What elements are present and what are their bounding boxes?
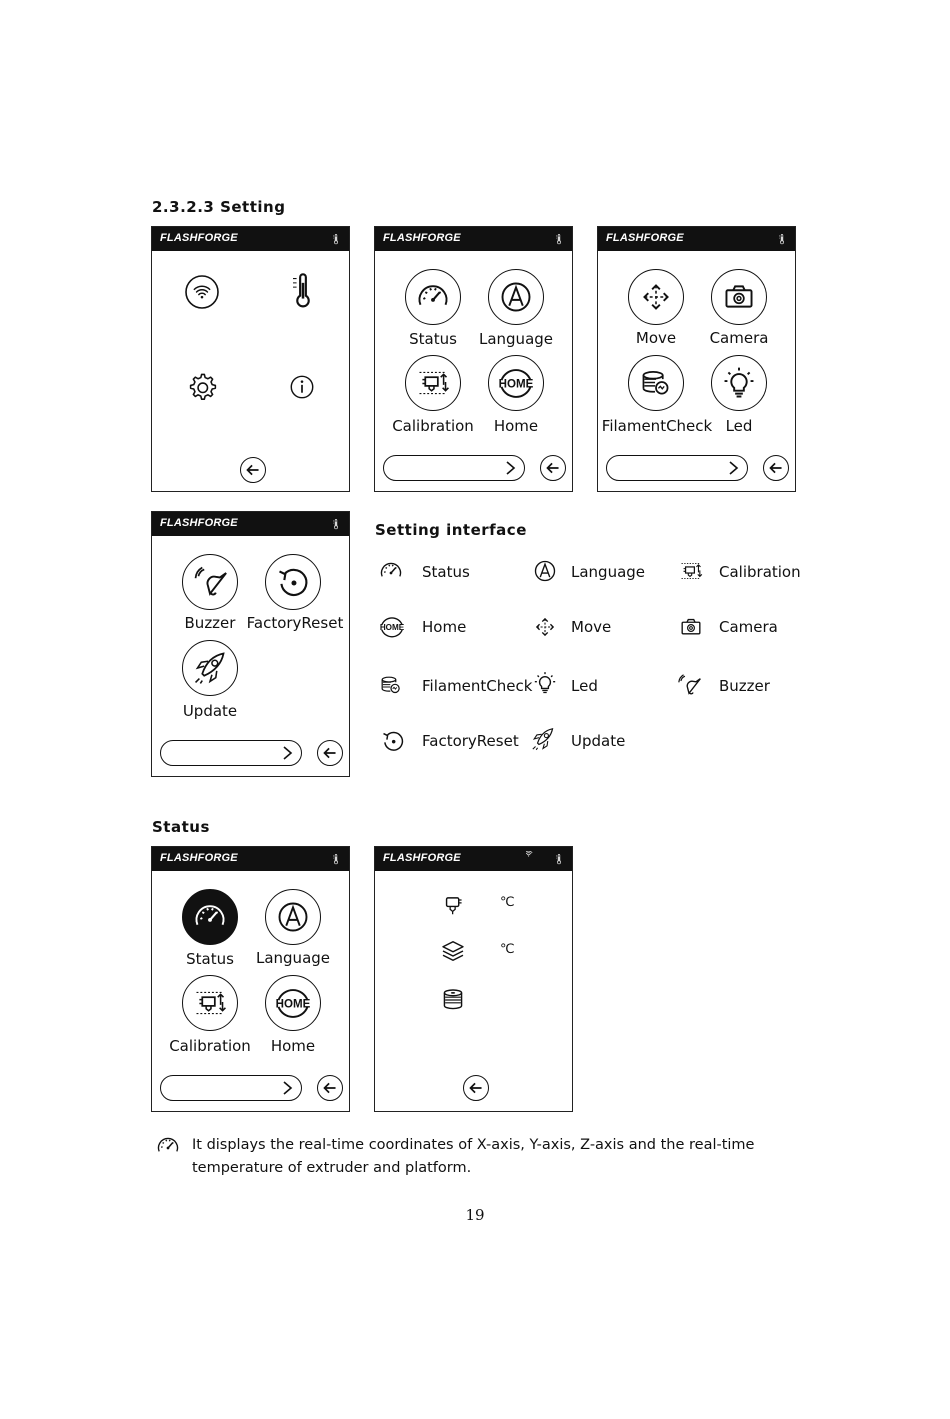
chevron-right-icon [727, 461, 739, 475]
update-button[interactable] [182, 640, 238, 696]
status-description-line1: It displays the real-time coordinates of X-axis, Y-axis, Z-axis and the real-time [192, 1137, 755, 1153]
language-label: Language [255, 949, 331, 967]
arrow-left-icon [318, 741, 342, 765]
status-button[interactable] [182, 889, 238, 945]
home-icon [489, 356, 543, 410]
bell-icon [670, 666, 708, 704]
top-bar [152, 847, 349, 871]
rocket-icon [183, 641, 237, 695]
back-button[interactable] [763, 455, 789, 481]
legend-label: Led [571, 677, 598, 695]
spool-icon [433, 980, 473, 1020]
top-bar [598, 227, 795, 251]
bell-icon [183, 555, 237, 609]
camera-label: Camera [709, 329, 769, 347]
legend-label: Buzzer [719, 677, 770, 695]
extruder-temp-unit: ℃ [500, 895, 515, 910]
arrow-left-icon [464, 1076, 488, 1100]
filament-icon [372, 666, 410, 704]
update-label: Update [182, 702, 238, 720]
home-icon [370, 608, 414, 646]
thermometer-icon [776, 230, 788, 248]
wifi-icon [526, 851, 544, 867]
top-bar [152, 512, 349, 536]
legend-label: FilamentCheck [422, 677, 533, 695]
status-label: Status [186, 950, 234, 968]
brand-logo: FLASHFORGE [160, 232, 238, 244]
reset-icon [266, 555, 320, 609]
status-label: Status [409, 330, 457, 348]
filamentcheck-button[interactable] [628, 355, 684, 411]
chevron-right-icon [281, 746, 293, 760]
thermometer-icon[interactable] [283, 270, 323, 310]
screen-status-detail [374, 846, 573, 1112]
bulb-icon [526, 664, 564, 702]
bulb-icon [712, 356, 766, 410]
thermometer-icon [330, 850, 342, 868]
status-description-line2: temperature of extruder and platform. [192, 1160, 472, 1176]
language-icon [489, 270, 543, 324]
top-bar [375, 847, 572, 871]
rocket-icon [524, 720, 562, 758]
calibration-icon [672, 552, 710, 590]
legend-label: Camera [719, 618, 778, 636]
home-button[interactable] [488, 355, 544, 411]
legend-label: Language [571, 563, 646, 581]
info-icon[interactable] [282, 367, 322, 407]
page-slider[interactable] [160, 1075, 302, 1101]
status-button[interactable] [405, 269, 461, 325]
home-icon [266, 976, 320, 1030]
buzzer-label: Buzzer [184, 614, 236, 632]
move-icon [526, 608, 564, 646]
extruder-icon [433, 885, 473, 925]
back-button[interactable] [463, 1075, 489, 1101]
platform-temp-unit: ℃ [500, 942, 515, 957]
thermometer-icon [553, 850, 565, 868]
camera-icon [672, 608, 710, 646]
language-icon [266, 890, 320, 944]
page-slider[interactable] [160, 740, 302, 766]
camera-button[interactable] [711, 269, 767, 325]
gauge-icon [372, 552, 410, 590]
led-button[interactable] [711, 355, 767, 411]
gear-icon[interactable] [180, 365, 224, 409]
calibration-button[interactable] [182, 975, 238, 1031]
reset-icon [374, 722, 412, 760]
screen-status-selected [151, 846, 350, 1112]
home-button[interactable] [265, 975, 321, 1031]
home-label: Home [270, 1037, 316, 1055]
chevron-right-icon [504, 461, 516, 475]
filament-icon [629, 356, 683, 410]
thermometer-icon [553, 230, 565, 248]
factoryreset-label: FactoryReset [246, 614, 344, 632]
calibration-icon [406, 356, 460, 410]
language-label: Language [478, 330, 554, 348]
screen-setting-page1 [374, 226, 573, 492]
language-button[interactable] [488, 269, 544, 325]
brand-logo: FLASHFORGE [160, 517, 238, 529]
legend-label: FactoryReset [422, 732, 519, 750]
top-bar [152, 227, 349, 251]
legend-label: Home [422, 618, 467, 636]
move-button[interactable] [628, 269, 684, 325]
brand-logo: FLASHFORGE [606, 232, 684, 244]
legend-label: Calibration [719, 563, 801, 581]
arrow-left-icon [318, 1076, 342, 1100]
page-slider[interactable] [606, 455, 748, 481]
calibration-button[interactable] [405, 355, 461, 411]
language-icon [526, 552, 564, 590]
gauge-icon [148, 1127, 188, 1165]
brand-logo: FLASHFORGE [160, 852, 238, 864]
legend-label: Update [571, 732, 626, 750]
section-heading: 2.3.2.3 Setting [152, 198, 286, 216]
home-label: Home [493, 417, 539, 435]
platform-icon [433, 931, 473, 971]
wifi-icon[interactable] [182, 272, 222, 312]
camera-icon [712, 270, 766, 324]
back-button[interactable] [240, 457, 266, 483]
filamentcheck-label: FilamentCheck [601, 417, 713, 435]
setting-interface-title: Setting interface [375, 521, 527, 539]
back-button[interactable] [540, 455, 566, 481]
led-label: Led [725, 417, 753, 435]
arrow-left-icon [764, 456, 788, 480]
buzzer-button[interactable] [182, 554, 238, 610]
screen-setting-main [151, 226, 350, 492]
screen-setting-page3 [151, 511, 350, 777]
calibration-icon [183, 976, 237, 1030]
thermometer-icon [330, 515, 342, 533]
status-heading: Status [152, 818, 210, 836]
page-slider[interactable] [383, 455, 525, 481]
factoryreset-button[interactable] [265, 554, 321, 610]
legend-label: Status [422, 563, 470, 581]
top-bar [375, 227, 572, 251]
move-icon [629, 270, 683, 324]
arrow-left-icon [241, 458, 265, 482]
language-button[interactable] [265, 889, 321, 945]
gauge-icon [406, 270, 460, 324]
brand-logo: FLASHFORGE [383, 232, 461, 244]
back-button[interactable] [317, 740, 343, 766]
screen-setting-page2 [597, 226, 796, 492]
page-number: 19 [465, 1206, 485, 1224]
thermometer-icon [330, 230, 342, 248]
calibration-label: Calibration [169, 1037, 251, 1055]
move-label: Move [635, 329, 677, 347]
brand-logo: FLASHFORGE [383, 852, 461, 864]
back-button[interactable] [317, 1075, 343, 1101]
legend-label: Move [571, 618, 612, 636]
gauge-icon [183, 890, 237, 944]
chevron-right-icon [281, 1081, 293, 1095]
calibration-label: Calibration [392, 417, 474, 435]
arrow-left-icon [541, 456, 565, 480]
